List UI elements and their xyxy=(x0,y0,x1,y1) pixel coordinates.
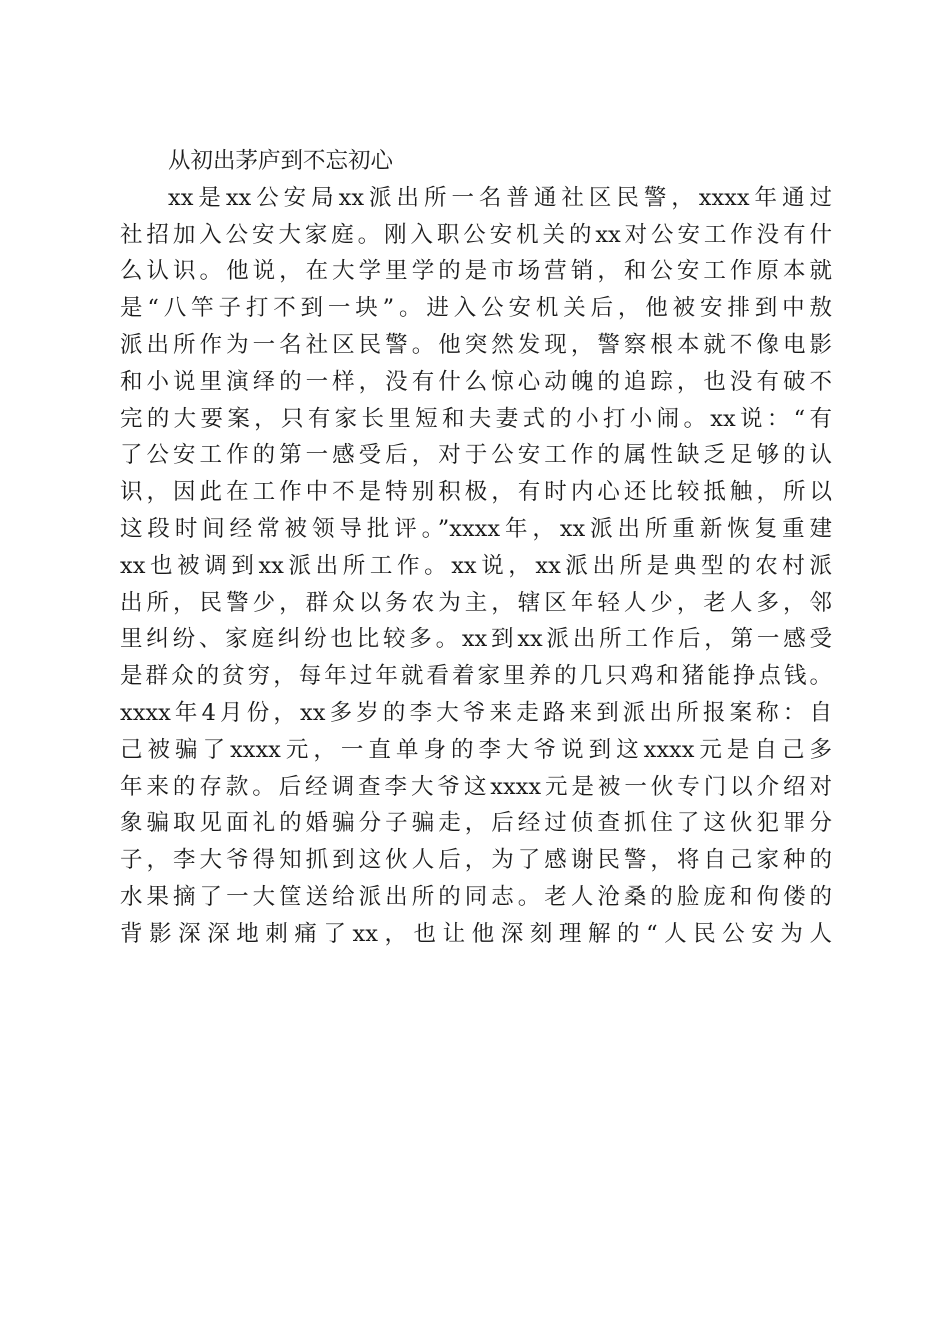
paragraph-line: 里纠纷、家庭纠纷也比较多。xx到xx派出所工作后，第一感受 xyxy=(120,626,832,653)
paragraph-line: 这段时间经常被领导批评。”xxxx年，xx派出所重新恢复重建 xyxy=(120,515,832,542)
paragraph-line: 派出所作为一名社区民警。他突然发现，警察根本就不像电影 xyxy=(120,331,832,358)
paragraph-line: 年来的存款。后经调查李大爷这xxxx元是被一伙专门以介绍对 xyxy=(120,773,832,800)
document-body xyxy=(120,143,832,953)
paragraph-line: 出所，民警少，群众以务农为主，辖区年轻人少，老人多，邻 xyxy=(120,589,832,616)
document-title: 从初出茅庐到不忘初心 xyxy=(168,148,394,174)
paragraph-line: 完的大要案，只有家长里短和夫妻式的小打小闹。xx说：“有 xyxy=(120,405,832,432)
paragraph-line: 社招加入公安大家庭。刚入职公安机关的xx对公安工作没有什 xyxy=(120,221,832,248)
paragraph-line: xx也被调到xx派出所工作。xx说，xx派出所是典型的农村派 xyxy=(120,552,832,579)
paragraph-line: 了公安工作的第一感受后，对于公安工作的属性缺乏足够的认 xyxy=(120,442,832,469)
paragraph-line: 水果摘了一大筐送给派出所的同志。老人沧桑的脸庞和佝偻的 xyxy=(120,883,832,910)
paragraph-line: 子，李大爷得知抓到这伙人后，为了感谢民警，将自己家种的 xyxy=(120,847,832,874)
paragraph-line: 象骗取见面礼的婚骗分子骗走，后经过侦查抓住了这伙犯罪分 xyxy=(120,810,832,837)
paragraph-line: 己被骗了xxxx元，一直单身的李大爷说到这xxxx元是自己多 xyxy=(120,736,832,763)
paragraph-line: 是“八竿子打不到一块”。进入公安机关后，他被安排到中敖 xyxy=(120,295,832,322)
paragraph-line: 背影深深地刺痛了xx，也让他深刻理解的“人民公安为人 xyxy=(120,920,832,947)
paragraph-line: xxxx年4月份，xx多岁的李大爷来走路来到派出所报案称：自 xyxy=(120,699,832,726)
paragraph-line: 识，因此在工作中不是特别积极，有时内心还比较抵触，所以 xyxy=(120,479,832,506)
paragraph-line: 么认识。他说，在大学里学的是市场营销，和公安工作原本就 xyxy=(120,258,832,285)
paragraph-line: 和小说里演绎的一样，没有什么惊心动魄的追踪，也没有破不 xyxy=(120,368,832,395)
paragraph-line: 是群众的贫穷，每年过年就看着家里养的几只鸡和猪能挣点钱。 xyxy=(120,663,832,690)
paragraph-line: xx是xx公安局xx派出所一名普通社区民警，xxxx年通过 xyxy=(168,184,832,211)
